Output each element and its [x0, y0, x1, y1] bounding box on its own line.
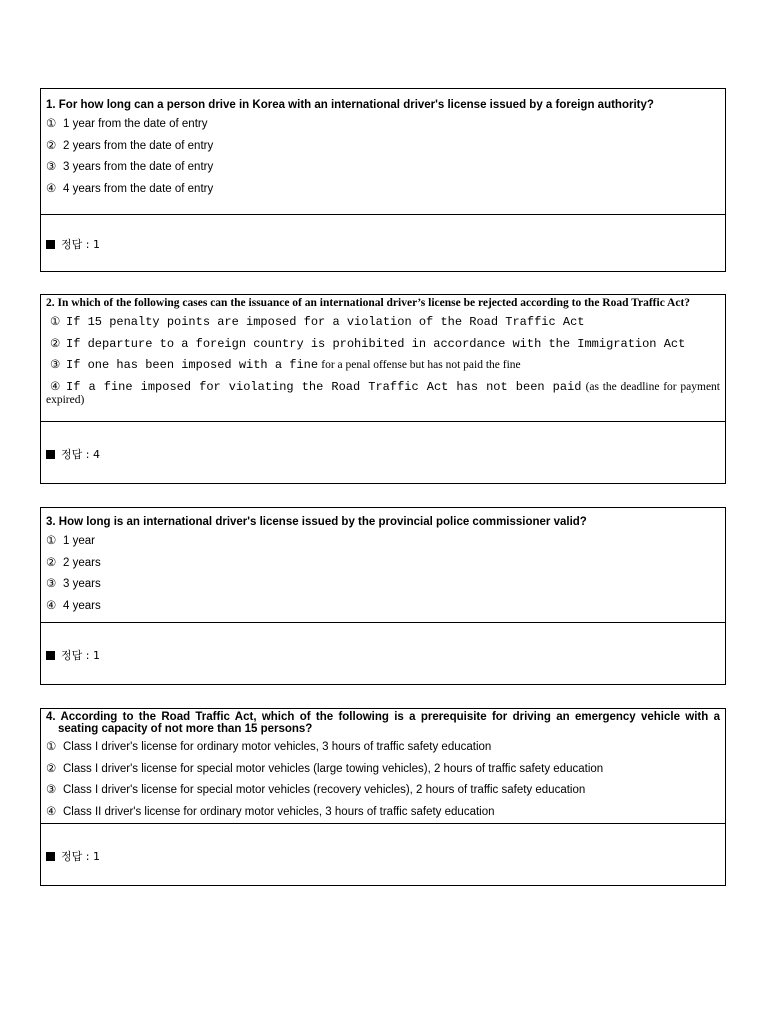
question-3-body [41, 508, 725, 623]
question-2-option-2: ② If departure to a foreign country is prohibited in accordance with the Immigration Act [50, 336, 686, 351]
question-2-body [41, 295, 725, 422]
question-3-option-1: ① 1 year [46, 535, 95, 547]
question-4-answer-area [41, 824, 725, 885]
question-3-option-3: ③ 3 years [46, 578, 101, 590]
question-4-answer: 정답 : 1 [46, 848, 100, 864]
question-1-option-4: ④ 4 years from the date of entry [46, 182, 214, 195]
question-4-option-2: ② Class I driver's license for special motor vehicles (large towing vehicles), 2 hours of traffic safety education [46, 762, 604, 775]
question-3-option-4: ④ 4 years [46, 599, 101, 612]
question-1-option-2: ② 2 years from the date of entry [46, 139, 214, 152]
question-1-option-3: ③ 3 years from the date of entry [46, 161, 214, 173]
answer-square-icon [46, 651, 55, 660]
question-4-body [41, 709, 725, 824]
question-4-option-4: ④ Class II driver's license for ordinary motor vehicles, 3 hours of traffic safety education [46, 805, 495, 818]
answer-square-icon [46, 240, 55, 249]
question-3-answer: 정답 : 1 [46, 647, 100, 663]
question-4-box [40, 708, 726, 886]
answer-square-icon [46, 450, 55, 459]
question-3-option-2: ② 2 years [46, 556, 101, 569]
question-3-title: 3. How long is an international driver's license issued by the provincial police commissioner valid? [46, 516, 587, 528]
question-4-option-3: ③ Class I driver's license for special motor vehicles (recovery vehicles), 2 hours of traffic safety education [46, 784, 586, 796]
question-2-option-4: ④ If a fine imposed for violating the Road Traffic Act has not been paid (as the deadline for payment expired) [46, 379, 720, 406]
question-4-option-1: ① Class I driver's license for ordinary motor vehicles, 3 hours of traffic safety education [46, 741, 492, 753]
question-3-box [40, 507, 726, 685]
question-1-option-1: ① 1 year from the date of entry [46, 118, 208, 130]
question-2-answer: 정답 : 4 [46, 446, 100, 462]
question-2-answer-area [41, 422, 725, 484]
question-1-box [40, 88, 726, 272]
question-2-option-3: ③ If one has been imposed with a fine for a penal offense but has not paid the fine [50, 358, 521, 372]
question-2-title: 2. In which of the following cases can the issuance of an international driver’s license be rejected according to the Road Traffic Act? [46, 297, 691, 309]
question-2-option-1: ① If 15 penalty points are imposed for a violation of the Road Traffic Act [50, 315, 585, 329]
question-4-title: 4. According to the Road Traffic Act, which of the following is a prerequisite for driving an emergency vehicle with a seating capacity of not more than 15 persons? [46, 711, 720, 735]
question-1-title: 1. For how long can a person drive in Korea with an international driver's license issued by a foreign authority? [46, 99, 654, 111]
question-1-answer-area [41, 215, 725, 271]
answer-square-icon [46, 852, 55, 861]
question-1-body [41, 89, 725, 215]
question-2-box [40, 294, 726, 484]
question-3-answer-area [41, 623, 725, 684]
question-1-answer: 정답 : 1 [46, 236, 100, 252]
